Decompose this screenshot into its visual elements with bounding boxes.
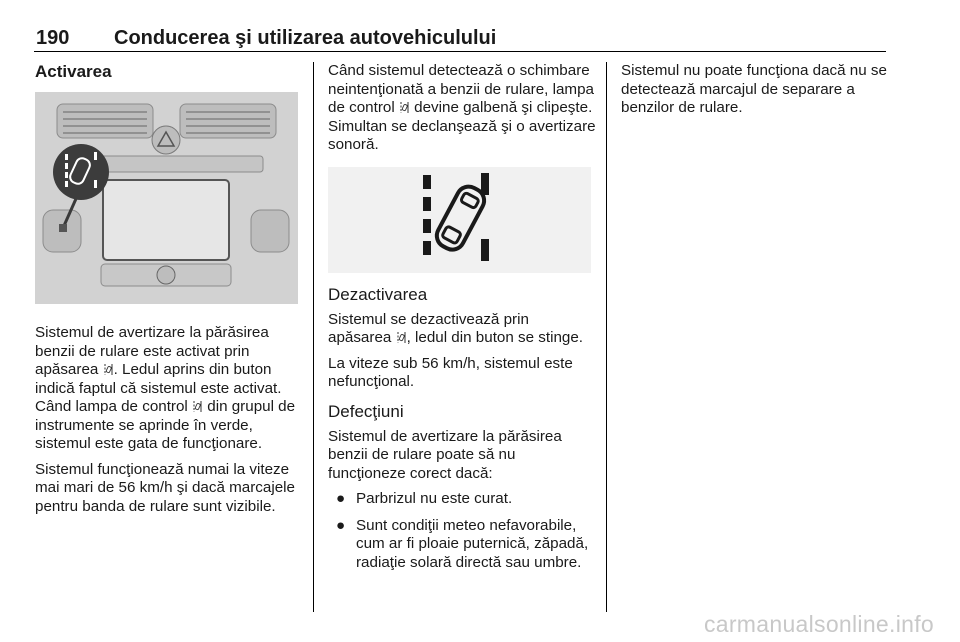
- paragraph-faults-intro: Sistemul de avertizare la părăsirea benzii de rulare poate să nu funcţioneze corect dacă:: [328, 427, 562, 482]
- text-run: Sistemul se dezactivează prin apăsarea: [328, 310, 529, 346]
- column-divider-1: [313, 62, 314, 612]
- text-run: Sistemul de avertizare la părăsirea benzii de rulare este activat prin apăsarea: [35, 324, 269, 378]
- dashboard-photo: [35, 92, 298, 304]
- text-run: , ledul din buton se stinge.: [406, 329, 584, 346]
- column-2: [328, 62, 596, 580]
- spacer: [35, 304, 303, 324]
- list-item: [328, 517, 596, 573]
- lane-departure-symbol-illustration: [328, 167, 591, 273]
- lane-departure-icon: [397, 332, 406, 343]
- bullet-marker: ●: [336, 490, 346, 507]
- paragraph-deactivation: [328, 311, 596, 348]
- paragraph-speed-condition: Sistemul funcţionează numai la viteze mai mari de 56 km/h şi dacă marcajele pentru banda de rulare sunt vizibile.: [35, 460, 295, 515]
- paragraph-no-markings: Sistemul nu poate funcţiona dacă nu se detectează marcajul de separare a benzilor de rulare.: [621, 62, 887, 116]
- bullet-marker: ●: [336, 516, 346, 534]
- faults-list: [328, 490, 596, 572]
- text-run: Când sistemul detectează o schimbare neintenţionată a benzii de rulare, lampa de control: [328, 62, 594, 116]
- lane-departure-icon: [193, 401, 202, 412]
- text-run: devine galbenă şi clipeşte. Simultan se declanşează şi o avertizare sonoră.: [328, 99, 596, 153]
- paragraph-activation: [35, 324, 303, 454]
- header-rule: [34, 51, 886, 52]
- section-heading-deactivation: Dezactivarea: [328, 284, 428, 304]
- paragraph-warning: [328, 62, 596, 155]
- list-item-text: Sunt condiţii meteo nefavorabile, cum ar fi ploaie puternică, zăpadă, radiaţie solară directă sau umbre.: [356, 516, 589, 571]
- column-1: [35, 62, 303, 523]
- paragraph-low-speed: La viteze sub 56 km/h, sistemul este nefuncţional.: [328, 354, 573, 390]
- column-divider-2: [606, 62, 607, 612]
- page-number: 190: [36, 27, 70, 49]
- text-run: . Ledul aprins din buton indică faptul că sistemul este activat. Când lampa de control: [35, 361, 282, 415]
- section-heading-faults: Defecţiuni: [328, 401, 404, 421]
- list-item-text: Parbrizul nu este curat.: [356, 490, 513, 507]
- text-run: din grupul de instrumente se aprinde în verde, sistemul este gata de funcţionare.: [35, 398, 296, 452]
- list-item: [328, 490, 596, 509]
- lane-departure-icon: [104, 364, 113, 375]
- lane-departure-icon: [400, 102, 409, 113]
- section-heading-activation: Activarea: [35, 62, 112, 81]
- column-3: [621, 62, 891, 125]
- watermark: carmanualsonline.info: [703, 611, 934, 637]
- running-title: Conducerea şi utilizarea autovehiculului: [114, 27, 497, 49]
